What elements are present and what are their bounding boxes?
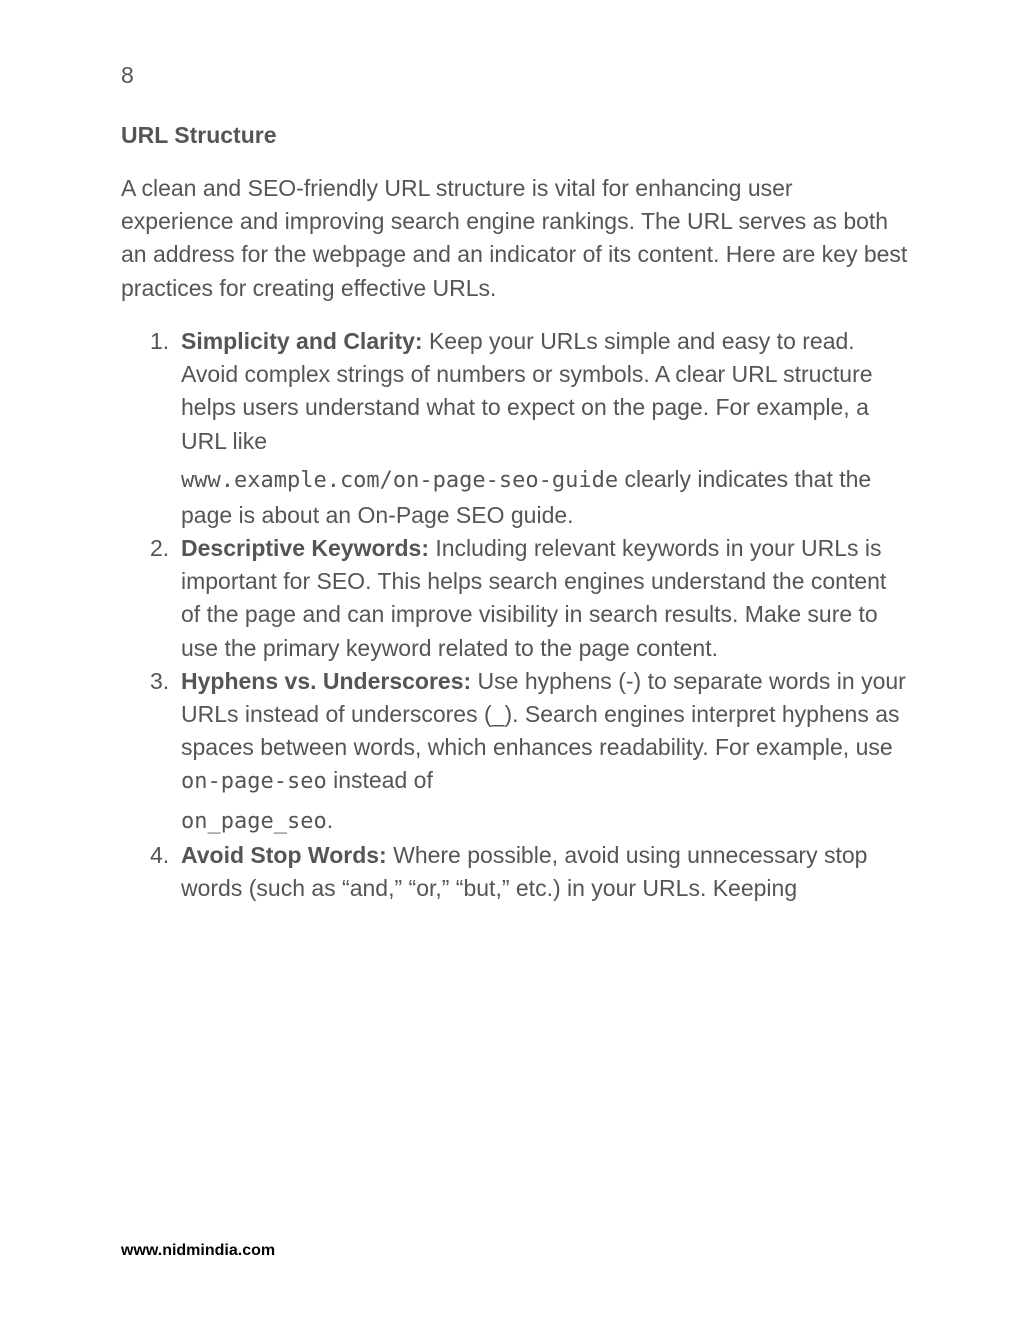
list-item-text: instead of <box>326 767 433 794</box>
hyphen-example-code: on-page-seo <box>181 769 327 795</box>
list-item <box>150 839 911 905</box>
code-line <box>181 799 333 839</box>
list-item-content <box>181 668 906 833</box>
list-item-title: Descriptive Keywords: <box>181 535 429 562</box>
list-item <box>150 665 911 839</box>
list-item-text: clearly indicates that the page is about an On-Page SEO guide. <box>181 465 872 528</box>
list-item <box>150 532 911 665</box>
underscore-example-code: on_page_seo <box>181 808 327 834</box>
list-item-text: Use hyphens (-) to separate words in your URLs instead of underscores (_). Search engines interpret hyphens as spaces between words, which enhances readability. For example, use <box>181 667 906 761</box>
list-item-content <box>181 842 867 901</box>
list-item-number: 3. <box>150 667 170 694</box>
list-item-text: . <box>326 806 334 833</box>
list-item-title: Simplicity and Clarity: <box>181 328 423 354</box>
url-example-code: www.example.com/on-page-seo-guide <box>181 467 619 493</box>
section-title: URL Structure <box>121 122 277 148</box>
list-item <box>150 325 911 532</box>
list-item-number: 2. <box>150 535 170 562</box>
list-item-number: 4. <box>150 841 170 868</box>
intro-paragraph: A clean and SEO-friendly URL structure is vital for enhancing user experience and improving search engine rankings. The URL serves as both an address for the webpage and an indicator of its content. Here are key best practices for creating effective URLs. <box>121 175 908 301</box>
list-item-number: 1. <box>150 328 170 354</box>
list-item-text: Including relevant keywords in your URLs is important for SEO. This helps search engines understand the content of the page and can improve visibility in search results. Make sure to use the primary keyword related to the page content. <box>181 535 887 661</box>
list-item-content <box>181 535 886 661</box>
code-line <box>181 458 911 532</box>
list-item-content <box>181 328 911 528</box>
page-number: 8 <box>121 62 134 88</box>
footer-website: www.nidmindia.com <box>121 1242 276 1259</box>
best-practices-list <box>150 325 911 905</box>
list-item-title: Hyphens vs. Underscores: <box>181 667 472 694</box>
list-item-text: Where possible, avoid using unnecessary stop words (such as “and,” “or,” “but,” etc.) in your URLs. Keeping <box>181 841 868 901</box>
list-item-text: Keep your URLs simple and easy to read. Avoid complex strings of numbers or symbols. A clear URL structure helps users understand what to expect on the page. For example, a URL like <box>181 328 873 454</box>
list-item-title: Avoid Stop Words: <box>181 841 387 868</box>
